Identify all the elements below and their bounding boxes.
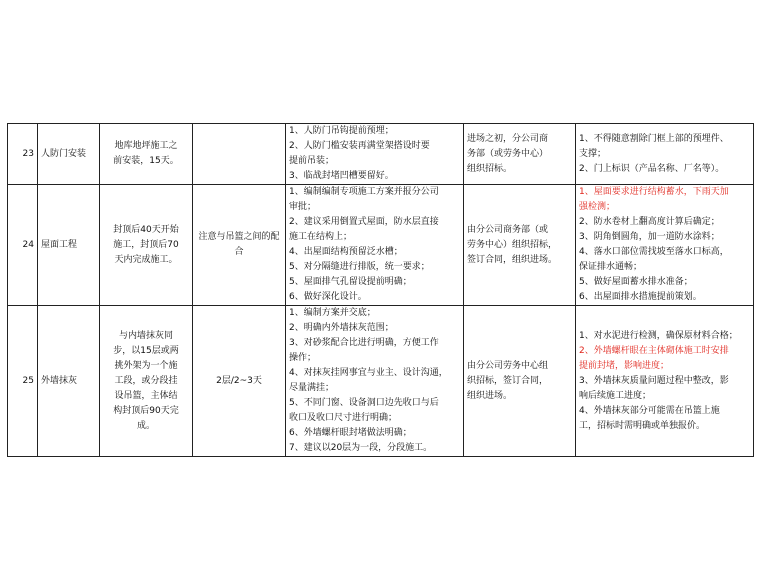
row-number: 23 bbox=[8, 124, 38, 185]
item-name: 屋面工程 bbox=[38, 185, 100, 306]
timing-line: 步，以15层或两 bbox=[113, 345, 179, 356]
construction-plan-table bbox=[7, 123, 754, 457]
timing-line: 构封顶后90天完 bbox=[113, 405, 179, 416]
notes-cell bbox=[576, 306, 754, 457]
row-number: 25 bbox=[8, 306, 38, 457]
timing-cell bbox=[100, 124, 193, 185]
measure-line: 尽量满挂； bbox=[289, 383, 335, 393]
measures-cell bbox=[286, 306, 464, 457]
tender-line: 务部（或劳务中心） bbox=[467, 148, 549, 159]
timing-line: 与内墙抹灰同 bbox=[118, 330, 173, 341]
note-line: 3、外墙抹灰质量问题过程中整改，影 bbox=[579, 375, 729, 386]
tender-line: 劳务中心）组织招标， bbox=[467, 239, 558, 250]
timing-line: 施工，封顶后70 bbox=[113, 239, 179, 250]
note-line: 2、门上标识（产品名称、厂名等）。 bbox=[579, 163, 725, 174]
tender-line: 由分公司劳务中心组 bbox=[467, 360, 549, 371]
measure-line: 1、编制方案并交底； bbox=[289, 308, 376, 318]
measure-line: 6、做好深化设计。 bbox=[289, 292, 367, 302]
timing-line: 前安装，15天。 bbox=[113, 156, 179, 166]
table-row-23 bbox=[8, 124, 754, 185]
table-row-24 bbox=[8, 185, 754, 306]
note-line: 3、阴角倒圆角，加一道防水涂料； bbox=[579, 232, 720, 242]
measure-line: 6、外墙螺杆眼封堵做法明确； bbox=[289, 428, 412, 438]
tender-cell bbox=[464, 185, 576, 306]
timing-cell bbox=[100, 306, 193, 457]
measure-line: 1、编制编制专项施工方案并报分公司 bbox=[289, 187, 439, 197]
measures-cell bbox=[286, 124, 464, 185]
timing-line: 设吊篮，主体结 bbox=[114, 390, 178, 401]
tender-cell bbox=[464, 306, 576, 457]
measure-line: 5、不同门窗、设备洞口边先收口与后 bbox=[289, 398, 439, 408]
measures-cell bbox=[286, 185, 464, 306]
notes-cell bbox=[576, 124, 754, 185]
measure-line: 3、对砂浆配合比进行明确，方便工作 bbox=[289, 338, 439, 348]
measure-line: 5、屋面排气孔留设提前明确； bbox=[289, 277, 412, 287]
measure-line: 4、出屋面结构预留泛水槽； bbox=[289, 247, 403, 257]
tender-line: 签订合同，组织进场。 bbox=[467, 254, 558, 265]
table-row-25 bbox=[8, 306, 754, 457]
coordination-cell: 注意与吊篮之间的配合 bbox=[193, 185, 286, 306]
measure-line: 操作； bbox=[289, 353, 317, 363]
note-line: 1、不得随意割除门框上部的预埋件、 bbox=[579, 133, 729, 144]
note-line: 4、外墙抹灰部分可能需在吊篮上施 bbox=[579, 405, 720, 416]
note-line: 2、防水卷材上翻高度计算后确定； bbox=[579, 217, 720, 227]
measure-line: 施工在结构上； bbox=[289, 232, 353, 242]
timing-line: 地库地坪施工之 bbox=[114, 141, 178, 151]
note-line: 保证排水通畅； bbox=[579, 262, 643, 272]
coordination-cell bbox=[193, 124, 286, 185]
timing-cell bbox=[100, 185, 193, 306]
tender-line: 组织进场。 bbox=[467, 390, 513, 401]
measure-line: 审批； bbox=[289, 202, 317, 212]
row-number: 24 bbox=[8, 185, 38, 306]
note-line: 5、做好屋面蓄水排水准备； bbox=[579, 277, 693, 287]
note-line: 6、出屋面排水措施提前策划。 bbox=[579, 292, 702, 302]
tender-line: 组织招标。 bbox=[467, 163, 513, 174]
measure-line: 提前吊装； bbox=[289, 156, 335, 166]
note-line: 支撑； bbox=[579, 148, 607, 159]
measure-line: 收口及收口尺寸进行明确； bbox=[289, 413, 398, 423]
measure-line: 7、建议以20层为一段，分段施工。 bbox=[289, 443, 433, 453]
note-line-warning: 1、屋面要求进行结构蓄水，下雨天加 bbox=[579, 187, 729, 197]
note-line-warning: 2、外墙螺杆眼在主体砌体施工时安排 bbox=[579, 345, 729, 356]
measure-line: 4、对抹灰挂网事宜与业主、设计沟通， bbox=[289, 368, 448, 378]
timing-line: 成。 bbox=[136, 420, 155, 431]
notes-cell bbox=[576, 185, 754, 306]
note-line: 4、落水口部位需找坡至落水口标高， bbox=[579, 247, 729, 257]
measure-line: 2、人防门槛安装再满堂架搭设时要 bbox=[289, 141, 430, 151]
note-line: 1、对水泥进行检测，确保原材料合格； bbox=[579, 330, 738, 341]
item-name: 人防门安装 bbox=[38, 124, 100, 185]
measure-line: 5、对分隔缝进行排版，统一要求； bbox=[289, 262, 430, 272]
tender-cell bbox=[464, 124, 576, 185]
tender-line: 由分公司商务部（或 bbox=[467, 224, 549, 235]
note-line-warning: 强检测； bbox=[579, 202, 616, 212]
note-line: 响后续施工进度； bbox=[579, 390, 652, 401]
tender-line: 进场之初，分公司商 bbox=[467, 133, 549, 144]
timing-line: 挑外架为一个施 bbox=[114, 360, 178, 371]
item-name: 外墙抹灰 bbox=[38, 306, 100, 457]
note-line-warning: 提前封堵，影响进度； bbox=[579, 360, 670, 371]
measure-line: 3、临战封堵凹槽要留好。 bbox=[289, 171, 394, 181]
measure-line: 2、建议采用倒置式屋面，防水层直接 bbox=[289, 217, 439, 227]
timing-line: 封顶后40天开始 bbox=[113, 224, 179, 235]
note-line: 工，招标时需明确或单独报价。 bbox=[579, 420, 706, 431]
timing-line: 工段，或分段挂 bbox=[114, 375, 178, 386]
coordination-cell: 2层/2~3天 bbox=[193, 306, 286, 457]
tender-line: 织招标，签订合同， bbox=[467, 375, 549, 386]
measure-line: 2、明确内外墙抹灰范围； bbox=[289, 323, 394, 333]
timing-line: 天内完成施工。 bbox=[114, 254, 178, 265]
measure-line: 1、人防门吊钩提前预埋； bbox=[289, 126, 394, 136]
